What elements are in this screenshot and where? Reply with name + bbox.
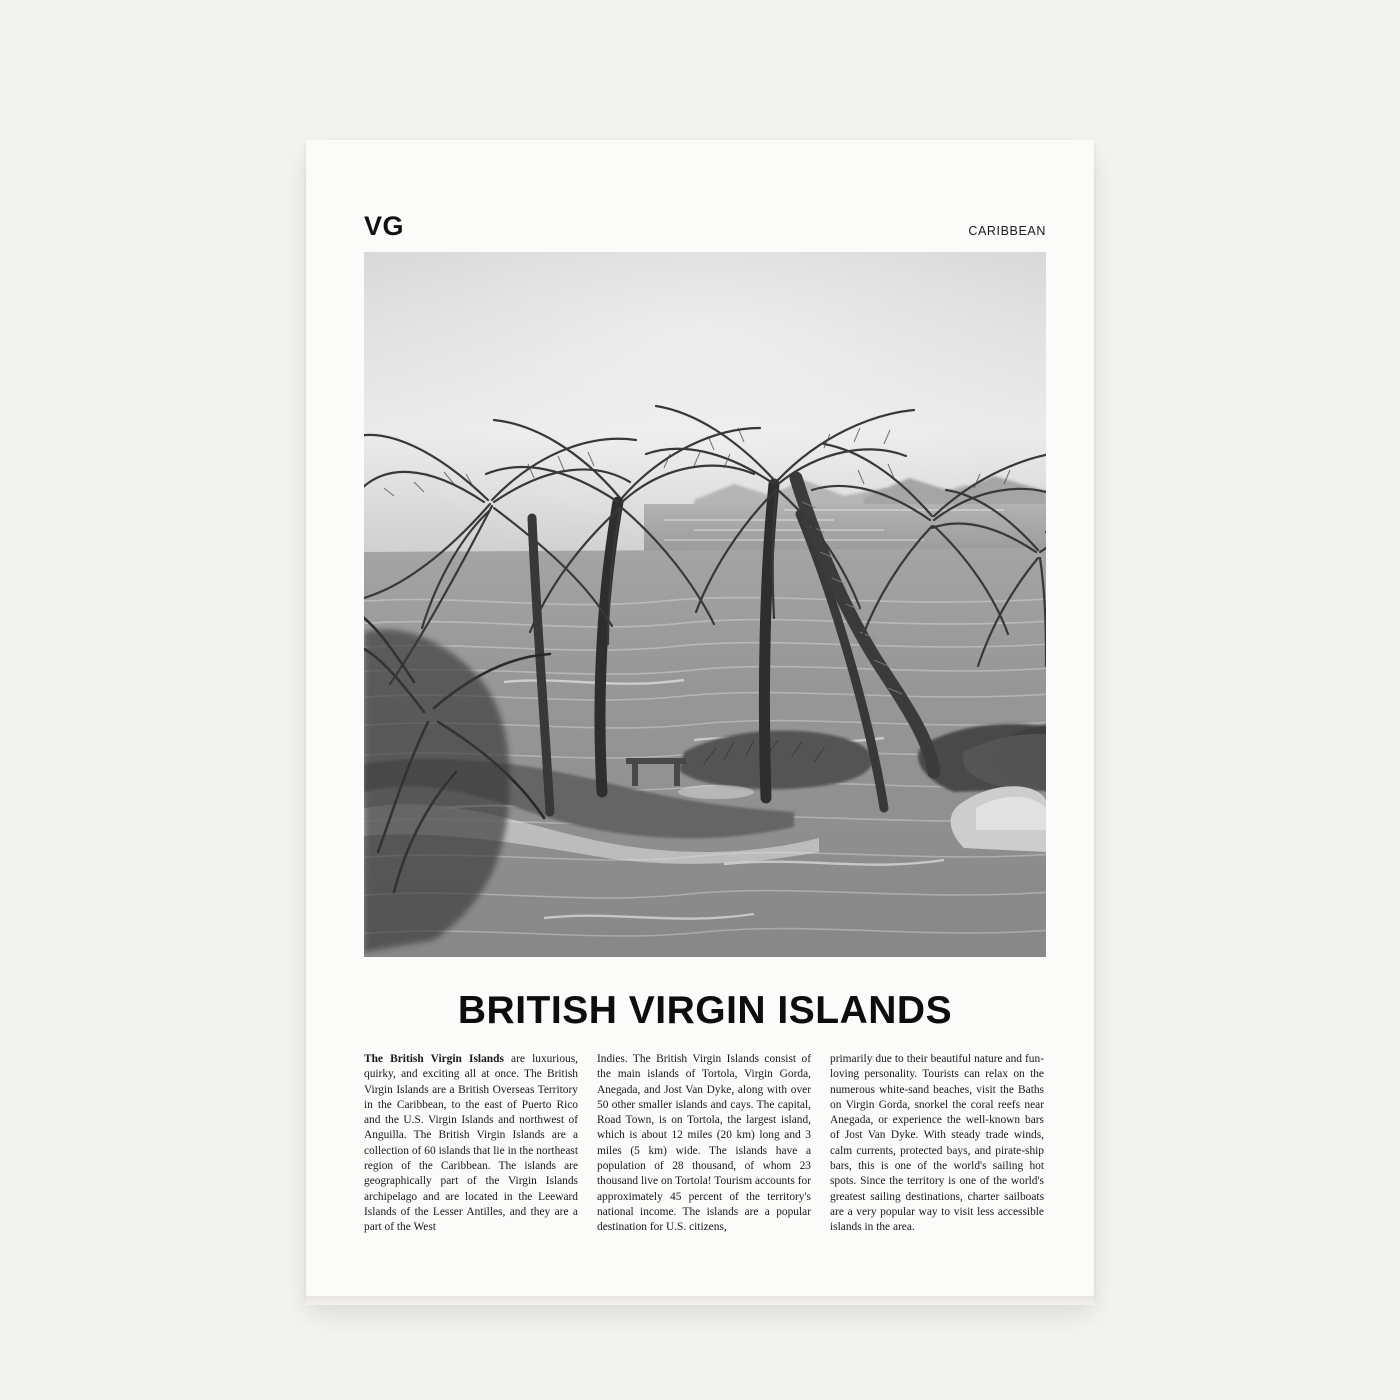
photo-illustration [364, 252, 1046, 957]
article-column-3: primarily due to their beautiful nature and fun-loving personality. Tourists can relax on the numerous white-sand beaches, visit the Baths on Virgin Gorda, snorkel the coral reefs near Anegada, or experience the well-known bars of Jost Van Dyke. With steady trade winds, calm currents, protected bays, and pirate-ship bars, this is one of the world's sailing hot spots. Since the territory is one of the world's greatest sailing destinations, charter sailboats are a very popular way to visit less accessible islands in the area. [830, 1053, 1044, 1234]
region-label: CARIBBEAN [968, 223, 1046, 238]
article-column-2: Indies. The British Virgin Islands consist of the main islands of Tortola, Virgin Gorda, Anegada, and Jost Van Dyke, along with over 50 other smaller islands and cays. The capital, Road Town, is on Tortola, the largest island, which is about 12 miles (20 km) long and 3 miles (5 km) wide. The islands have a population of 28 thousand, of whom 23 thousand live on Tortola! Tourism accounts for approximately 45 percent of the territory's national income. The islands are a popular destination for U.S. citizens, [597, 1053, 811, 1234]
poster-header [364, 206, 1046, 240]
article-columns [364, 1052, 1046, 1235]
poster-photograph [364, 252, 1046, 957]
paper-bottom-edge [306, 1296, 1094, 1305]
article-lead: The British Virgin Islands [364, 1053, 504, 1065]
page-title: BRITISH VIRGIN ISLANDS [457, 989, 953, 1032]
brand-monogram: VG [364, 211, 405, 241]
article-column-1 [364, 1052, 578, 1235]
article-column-1-text: are luxurious, quirky, and exciting all at once. The British Virgin Islands are a British Overseas Territory in the Caribbean, to the east of Puerto Rico and the U.S. Virgin Islands and northwest of Anguilla. The British Virgin Islands are a collection of 60 islands that lie in the northeast region of the Caribbean. The islands are geographically part of the Virgin Islands archipelago and are located in the Leeward Islands of the Lesser Antilles, and they are a part of the West [364, 1053, 578, 1234]
travel-poster [306, 140, 1094, 1300]
poster-content [364, 206, 1046, 1235]
